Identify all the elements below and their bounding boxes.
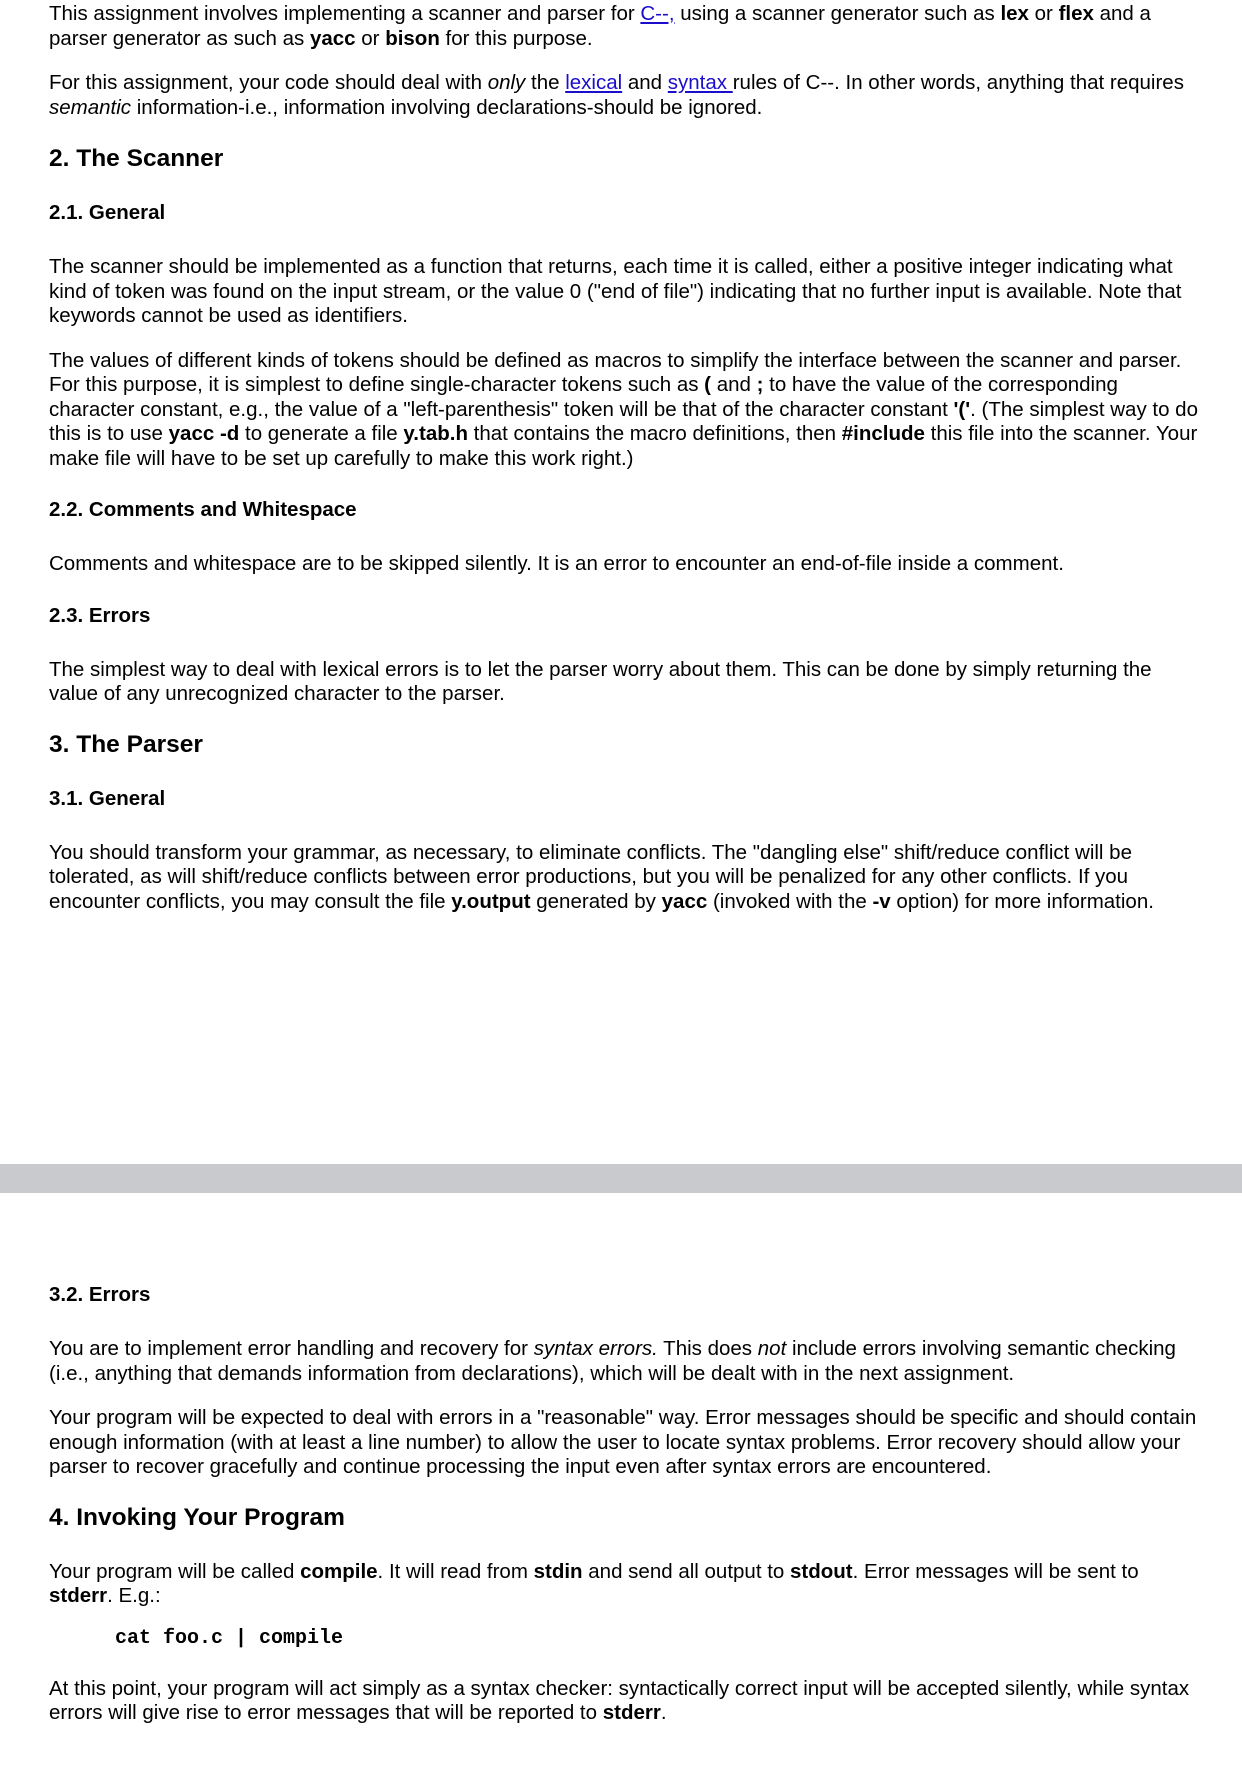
invoking-paragraph-2: At this point, your program will act simply as a syntax checker: syntactically correct input will be accepted silently, while syntax errors will give rise to error messages that will be reported to stderr. (49, 1676, 1190, 1724)
section-3-2-heading: 3.2. Errors (49, 1283, 151, 1306)
syntax-link[interactable]: syntax (667, 71, 733, 94)
lexical-link[interactable]: lexical (565, 71, 623, 94)
section-3-1-heading: 3.1. General (49, 786, 166, 810)
section-2-2-heading: 2.2. Comments and Whitespace (49, 498, 357, 521)
comments-whitespace-paragraph: Comments and whitespace are to be skipped silently. It is an error to encounter an end-of-file inside a comment. (49, 552, 1064, 575)
parser-errors-paragraph-2: Your program will be expected to deal with errors in a "reasonable" way. Error messages should be specific and should contain enough information (with at least a line number) to allow the user to locate syntax problems. Error recovery should allow your parser to recover gracefully and continue processing the input even after syntax errors are encountered. (49, 1406, 1197, 1478)
document-page-2 (0, 1193, 1242, 1774)
intro-paragraph-1: This assignment involves implementing a scanner and parser for C--, using a scanner generator such as lex or flex and a parser generator as such as yacc or bison for this purpose. (49, 2, 1151, 50)
page-1-content (49, 2, 1199, 934)
c-minus-minus-link[interactable]: C--, (640, 2, 675, 25)
intro-paragraph-2: For this assignment, your code should deal with only the lexical and syntax rules of C--. In other words, anything that requires semantic information-i.e., information involving declarations-should be ignored. (49, 71, 1184, 119)
page-2-content (49, 1283, 1199, 1746)
parser-errors-paragraph-1: You are to implement error handling and recovery for syntax errors. This does not include errors involving semantic checking (i.e., anything that demands information from declarations), which will be dealt with in the next assignment. (49, 1337, 1176, 1385)
parser-general-paragraph: You should transform your grammar, as necessary, to eliminate conflicts. The "dangling else" shift/reduce conflict will be tolerated, as will shift/reduce conflicts between error productions, but you will be penalized for any other conflicts. If you encounter conflicts, you may consult the file y.output generated by yacc (invoked with the -v option) for more information. (49, 840, 1154, 913)
scanner-general-paragraph-1: The scanner should be implemented as a function that returns, each time it is called, either a positive integer indicating what kind of token was found on the input stream, or the value 0 ("end of file") indicating that no further input is available. Note that keywords cannot be used as identifiers. (49, 255, 1182, 327)
section-2-heading: 2. The Scanner (49, 145, 224, 172)
command-example: cat foo.c | compile (115, 1626, 344, 1650)
section-3-heading: 3. The Parser (49, 730, 203, 758)
section-2-3-heading: 2.3. Errors (49, 603, 151, 627)
section-4-heading: 4. Invoking Your Program (49, 1503, 345, 1531)
page-separator (0, 1164, 1242, 1193)
scanner-errors-paragraph: The simplest way to deal with lexical errors is to let the parser worry about them. This can be done by simply returning the value of any unrecognized character to the parser. (49, 657, 1152, 705)
scanner-general-paragraph-2: The values of different kinds of tokens should be defined as macros to simplify the interface between the scanner and parser. For this purpose, it is simplest to define single-character tokens such as ( and ; to have the value of the corresponding character constant, e.g., the value of a "left-parenthesis" token will be that of the character constant '('. (The simplest way to do this is to use yacc -d to generate a file y.tab.h that contains the macro definitions, then #include this file into the scanner. Your make file will have to be set up carefully to make this work right.) (49, 348, 1198, 470)
section-2-1-heading: 2.1. General (49, 201, 166, 224)
invoking-paragraph-1: Your program will be called compile. It will read from stdin and send all output to stdout. Error messages will be sent to stderr. E.g.: (49, 1559, 1139, 1607)
